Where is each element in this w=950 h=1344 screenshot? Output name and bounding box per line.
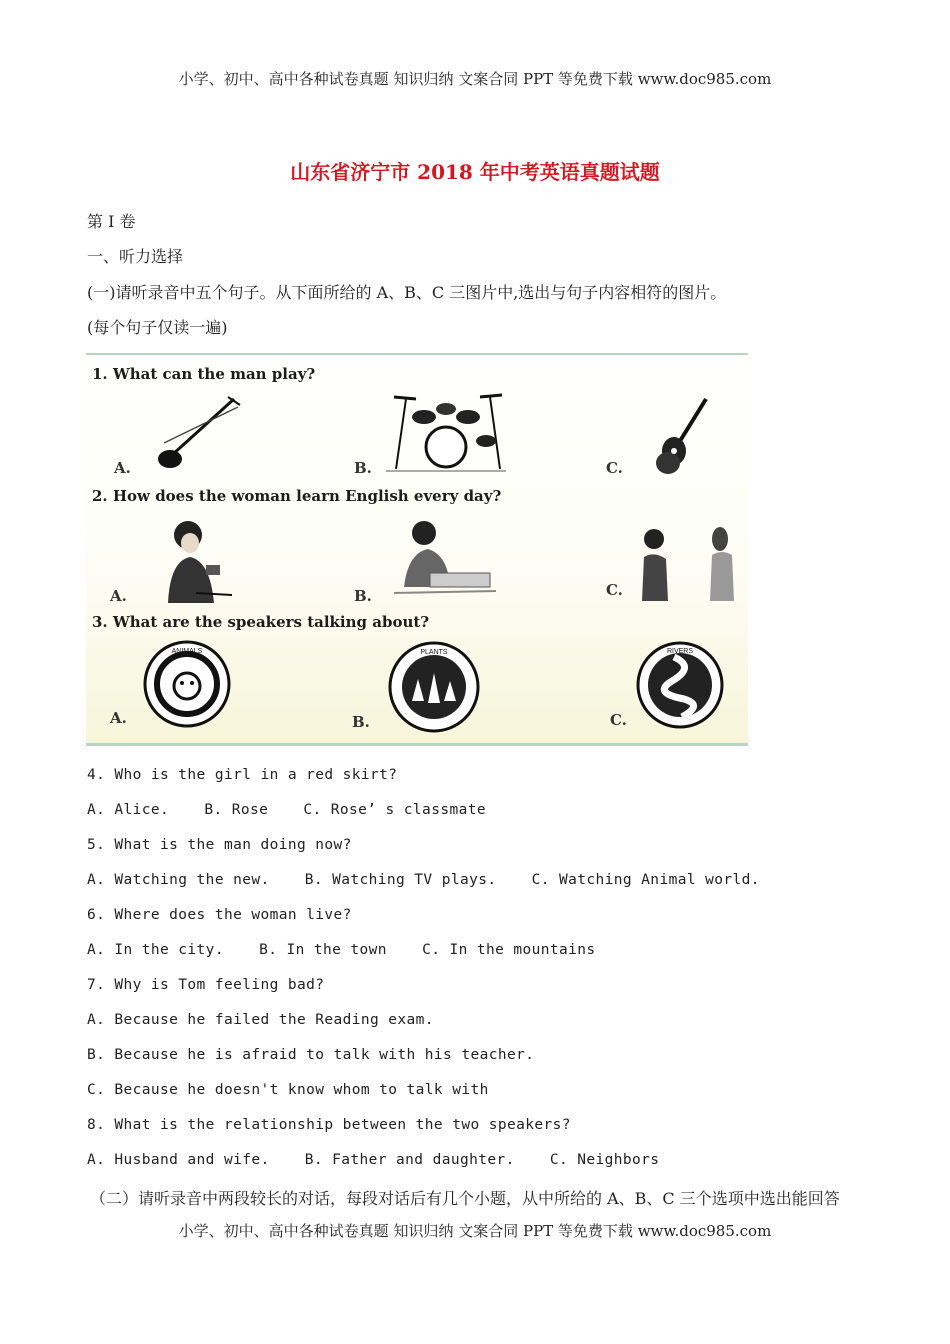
part1-instruction: (一)请听录音中五个句子。从下面所给的 A、B、C 三图片中,选出与句子内容相符的图片。 [87,283,727,302]
logo-b-text: PLANTS [420,649,448,656]
question-4: 4. Who is the girl in a red skirt? [87,767,398,783]
woman-listening-icon [156,517,236,603]
question-5: 5. What is the man doing now? [87,837,352,853]
rivers-logo-icon [634,639,726,731]
option-4b[interactable]: B. Rose [204,802,269,818]
page-header: 小学、初中、高中各种试卷真题 知识归纳 文案合同 PPT 等免费下载 www.doc985.com [178,70,772,88]
label-2a: A. [110,587,127,605]
option-4c[interactable]: C. Rose’ s classmate [303,802,486,818]
label-1b: B. [354,459,372,477]
label-3a: A. [110,709,127,727]
drum-kit-icon [376,391,516,473]
woman-reading-icon [390,517,500,603]
erhu-icon [144,393,244,473]
option-7b[interactable]: B. Because he is afraid to talk with his teacher. [87,1047,535,1063]
label-1c: C. [606,459,623,477]
logo-a-text: ANIMALS [171,648,203,655]
plants-logo-icon [386,639,482,735]
question-8: 8. What is the relationship between the two speakers? [87,1117,571,1133]
page-footer: 小学、初中、高中各种试卷真题 知识归纳 文案合同 PPT 等免费下载 www.doc985.com [178,1222,772,1240]
people-talking-icon [638,521,738,605]
option-6c[interactable]: C. In the mountains [422,942,596,958]
figure-question-3: 3. What are the speakers talking about? [92,613,430,631]
option-6a[interactable]: A. In the city. [87,942,224,958]
question-8-options [87,1152,685,1168]
label-2b: B. [354,587,372,605]
label-3b: B. [352,713,370,731]
question-7: 7. Why is Tom feeling bad? [87,977,325,993]
animals-logo-icon [142,639,232,729]
figure-question-1: 1. What can the man play? [92,365,316,383]
part2-instruction: （二）请听录音中两段较长的对话，每段对话后有几个小题，从中所给的 A、B、C 三个选项中选出能回答 [90,1189,840,1208]
option-5b[interactable]: B. Watching TV plays. [304,872,497,888]
option-5a[interactable]: A. Watching the new. [87,872,270,888]
logo-c-text: RIVERS [666,648,694,655]
page-title: 山东省济宁市 2018 年中考英语真题试题 [290,160,660,184]
label-3c: C. [610,711,627,729]
question-5-options [87,872,786,888]
option-5c[interactable]: C. Watching Animal world. [531,872,760,888]
part1-note: (每个句子仅读一遍) [87,318,228,337]
label-2c: C. [606,581,623,599]
label-1a: A. [114,459,131,477]
option-7a[interactable]: A. Because he failed the Reading exam. [87,1012,434,1028]
listening-picture-panel [86,353,748,746]
figure-question-2: 2. How does the woman learn English every day? [92,487,502,505]
option-8c[interactable]: C. Neighbors [549,1152,660,1168]
section-heading: 一、听力选择 [87,247,184,266]
question-4-options [87,802,512,818]
option-8a[interactable]: A. Husband and wife. [87,1152,270,1168]
question-6-options [87,942,622,958]
guitar-icon [646,395,716,477]
option-8b[interactable]: B. Father and daughter. [304,1152,515,1168]
option-4a[interactable]: A. Alice. [87,802,170,818]
question-6: 6. Where does the woman live? [87,907,352,923]
volume-label: 第 I 卷 [87,212,136,231]
option-6b[interactable]: B. In the town [259,942,387,958]
option-7c[interactable]: C. Because he doesn't know whom to talk with [87,1082,489,1098]
